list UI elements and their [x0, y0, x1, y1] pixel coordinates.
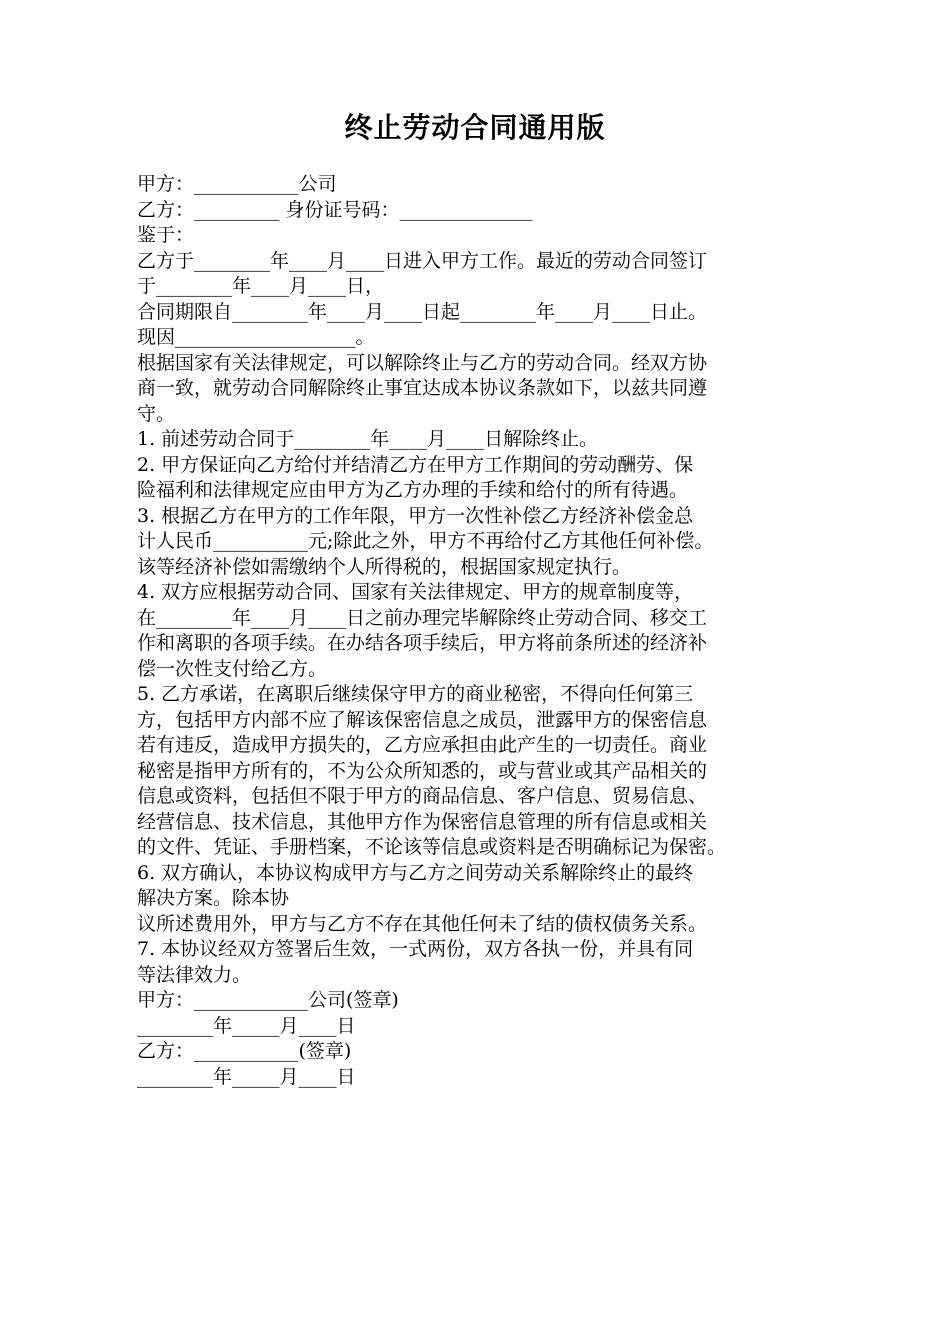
document-line: 在________年____月____日之前办理完毕解除终止劳动合同、移交工 — [137, 606, 708, 629]
document-line: 5. 乙方承诺，在离职后继续保守甲方的商业秘密，不得向任何第三 — [137, 683, 694, 705]
document-line: 4. 双方应根据劳动合同、国家有关法律规定、甲方的规章制度等， — [137, 581, 694, 603]
document-line: 的文件、凭证、手册档案，不论该等信息或资料是否明确标记为保密。 — [137, 836, 727, 858]
document-line: 作和离职的各项手续。在办结各项手续后，甲方将前条所述的经济补 — [137, 632, 708, 654]
document-line: 险福利和法律规定应由甲方为乙方办理的手续和给付的所有待遇。 — [137, 479, 689, 501]
document-line: 信息或资料，包括但不限于甲方的商品信息、客户信息、贸易信息、 — [137, 785, 708, 807]
document-line: 偿一次性支付给乙方。 — [137, 657, 328, 680]
document-line: 3. 根据乙方在甲方的工作年限，甲方一次性补偿乙方经济补偿金总 — [137, 504, 694, 527]
document-line: 6. 双方确认，本协议构成甲方与乙方之间劳动关系解除终止的最终 — [137, 861, 694, 884]
document-line: 商一致，就劳动合同解除终止事宜达成本协议条款如下，以兹共同遵 — [137, 377, 708, 399]
document-line: 经营信息、技术信息，其他甲方作为保密信息管理的所有信息或相关 — [137, 810, 708, 833]
document-line: 合同期限自________年____月____日起________年____月____日止。 — [137, 300, 708, 323]
document-line: 该等经济补偿如需缴纳个人所得税的，根据国家规定执行。 — [137, 555, 632, 578]
document-line: 守。 — [137, 402, 176, 425]
document-line: 等法律效力。 — [137, 963, 252, 986]
document-body — [137, 172, 827, 1090]
document-line: 现因___________________。 — [137, 326, 375, 348]
document-line: 解决方案。除本协 — [137, 887, 290, 909]
document-line: ________年_____月____日 — [137, 1014, 356, 1037]
document-title: 终止劳动合同通用版 — [344, 111, 606, 144]
document-line: 2. 甲方保证向乙方给付并结清乙方在甲方工作期间的劳动酬劳、保 — [137, 453, 694, 476]
document-line: 计人民币__________元;除此之外，甲方不再给付乙方其他任何补偿。 — [137, 530, 714, 552]
document-line: 甲方：____________公司(签章) — [137, 989, 399, 1011]
document-line: 方，包括甲方内部不应了解该保密信息之成员，泄露甲方的保密信息 — [137, 708, 708, 731]
document-line: 若有违反，造成甲方损失的，乙方应承担由此产生的一切责任。商业 — [137, 734, 708, 756]
document-line: 甲方：___________公司 — [137, 173, 337, 195]
document-line: 鉴于： — [137, 224, 195, 246]
document-line: ________年_____月____日 — [137, 1065, 356, 1088]
document-line: 议所述费用外，甲方与乙方不存在其他任何未了结的债权债务关系。 — [137, 912, 708, 935]
document-line: 根据国家有关法律规定，可以解除终止与乙方的劳动合同。经双方协 — [137, 351, 708, 374]
document-line: 于________年____月____日， — [137, 275, 385, 297]
document-line: 秘密是指甲方所有的，不为公众所知悉的，或与营业或其产品相关的 — [137, 759, 708, 782]
document-line: 乙方：___________(签章) — [137, 1040, 352, 1062]
document-line: 1. 前述劳动合同于________年____月____日解除终止。 — [137, 428, 599, 450]
document-line: 乙方：_________ 身份证号码：______________ — [137, 198, 533, 221]
document-line: 乙方于________年____月____日进入甲方工作。最近的劳动合同签订 — [137, 249, 708, 272]
document-line: 7. 本协议经双方签署后生效，一式两份，双方各执一份，并具有同 — [137, 938, 694, 960]
